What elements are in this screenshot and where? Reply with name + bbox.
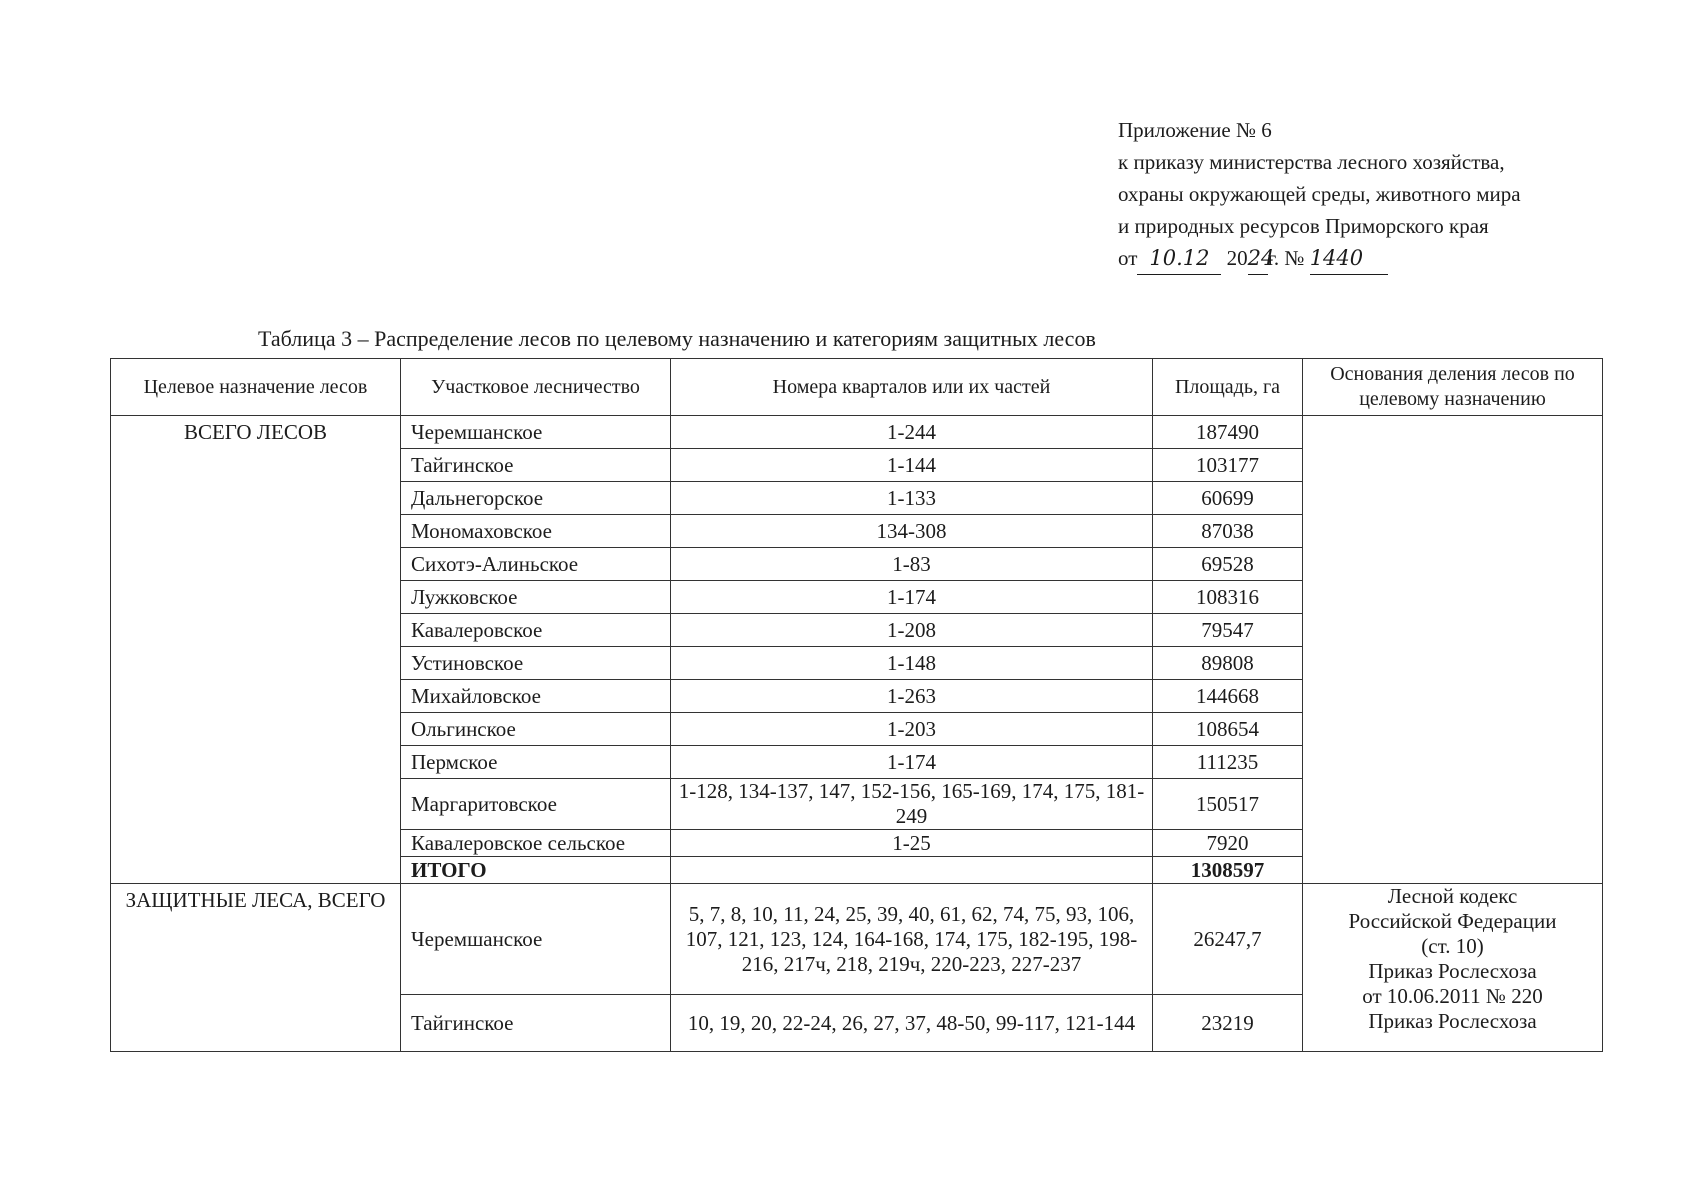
forestry-name: Кавалеровское сельское — [401, 830, 671, 857]
forestry-name: Пермское — [401, 746, 671, 779]
basis-line: Российской Федерации — [1348, 909, 1557, 933]
number-prefix: г. № — [1267, 246, 1305, 270]
handwritten-number: 1440 — [1310, 242, 1388, 275]
header-basis: Основания деления лесов по целевому назначению — [1303, 359, 1603, 416]
area-value: 187490 — [1153, 416, 1303, 449]
area-value: 103177 — [1153, 449, 1303, 482]
forestry-name: Дальнегорское — [401, 482, 671, 515]
forestry-name: Черемшанское — [401, 416, 671, 449]
appendix-date-line — [1118, 242, 1521, 275]
area-value: 26247,7 — [1153, 884, 1303, 995]
quarters-value: 134-308 — [671, 515, 1153, 548]
quarters-value: 1-144 — [671, 449, 1153, 482]
quarters-value: 1-25 — [671, 830, 1153, 857]
table-row — [111, 884, 1603, 995]
basis-line: (ст. 10) — [1421, 934, 1484, 958]
header-purpose: Целевое назначение лесов — [111, 359, 401, 416]
forestry-name: Устиновское — [401, 647, 671, 680]
forestry-name: Маргаритовское — [401, 779, 671, 830]
header-forestry: Участковое лесничество — [401, 359, 671, 416]
appendix-line-1: Приложение № 6 — [1118, 118, 1272, 142]
basis-line: Приказ Рослесхоза — [1368, 1009, 1537, 1033]
group-purpose-all-forests: ВСЕГО ЛЕСОВ — [111, 416, 401, 884]
basis-line: от 10.06.2011 № 220 — [1362, 984, 1543, 1008]
area-value: 150517 — [1153, 779, 1303, 830]
basis-cell — [1303, 884, 1603, 1052]
header-quarters: Номера кварталов или их частей — [671, 359, 1153, 416]
quarters-value: 1-174 — [671, 581, 1153, 614]
handwritten-date: 10.12 — [1137, 242, 1221, 275]
forestry-name: Михайловское — [401, 680, 671, 713]
appendix-line-2: к приказу министерства лесного хозяйства, — [1118, 150, 1505, 174]
forestry-name: Мономаховское — [401, 515, 671, 548]
area-value: 108316 — [1153, 581, 1303, 614]
quarters-value: 1-128, 134-137, 147, 152-156, 165-169, 174, 175, 181-249 — [671, 779, 1153, 830]
quarters-value: 1-83 — [671, 548, 1153, 581]
area-value: 111235 — [1153, 746, 1303, 779]
group-purpose-protective-forests: ЗАЩИТНЫЕ ЛЕСА, ВСЕГО — [111, 884, 401, 1052]
table-row — [111, 416, 1603, 449]
header-area: Площадь, га — [1153, 359, 1303, 416]
appendix-line-4: и природных ресурсов Приморского края — [1118, 214, 1489, 238]
area-value: 7920 — [1153, 830, 1303, 857]
date-prefix: от — [1118, 246, 1138, 270]
area-value: 23219 — [1153, 995, 1303, 1052]
total-area: 1308597 — [1153, 857, 1303, 884]
forestry-name: Тайгинское — [401, 995, 671, 1052]
quarters-value: 5, 7, 8, 10, 11, 24, 25, 39, 40, 61, 62, 74, 75, 93, 106, 107, 121, 123, 124, 164-168, 174, 175, 182-195, 198-216, 217ч, 218, 219ч, 220-223, 227-237 — [671, 884, 1153, 995]
forestry-name: Кавалеровское — [401, 614, 671, 647]
area-value: 87038 — [1153, 515, 1303, 548]
appendix-line-3: охраны окружающей среды, животного мира — [1118, 182, 1521, 206]
basis-line: Лесной кодекс — [1387, 884, 1518, 908]
area-value: 108654 — [1153, 713, 1303, 746]
quarters-value: 10, 19, 20, 22-24, 26, 27, 37, 48-50, 99-117, 121-144 — [671, 995, 1153, 1052]
forestry-name: Черемшанское — [401, 884, 671, 995]
area-value: 144668 — [1153, 680, 1303, 713]
handwritten-year: 24 — [1248, 242, 1268, 275]
forestry-name: Лужковское — [401, 581, 671, 614]
forest-distribution-table — [110, 358, 1603, 1052]
year-prefix: 20 — [1226, 246, 1248, 270]
table-caption: Таблица 3 – Распределение лесов по целевому назначению и категориям защитных лесов — [258, 326, 1096, 351]
quarters-value: 1-208 — [671, 614, 1153, 647]
quarters-value: 1-244 — [671, 416, 1153, 449]
quarters-value: 1-263 — [671, 680, 1153, 713]
area-value: 60699 — [1153, 482, 1303, 515]
basis-cell-empty — [1303, 416, 1603, 884]
forestry-name: Сихотэ-Алиньское — [401, 548, 671, 581]
basis-line: Приказ Рослесхоза — [1368, 959, 1537, 983]
total-quarters-empty — [671, 857, 1153, 884]
area-value: 79547 — [1153, 614, 1303, 647]
quarters-value: 1-133 — [671, 482, 1153, 515]
quarters-value: 1-148 — [671, 647, 1153, 680]
appendix-header — [1118, 114, 1521, 275]
total-label: ИТОГО — [401, 857, 671, 884]
quarters-value: 1-174 — [671, 746, 1153, 779]
quarters-value: 1-203 — [671, 713, 1153, 746]
forestry-name: Тайгинское — [401, 449, 671, 482]
forestry-name: Ольгинское — [401, 713, 671, 746]
table-header-row — [111, 359, 1603, 416]
area-value: 69528 — [1153, 548, 1303, 581]
area-value: 89808 — [1153, 647, 1303, 680]
